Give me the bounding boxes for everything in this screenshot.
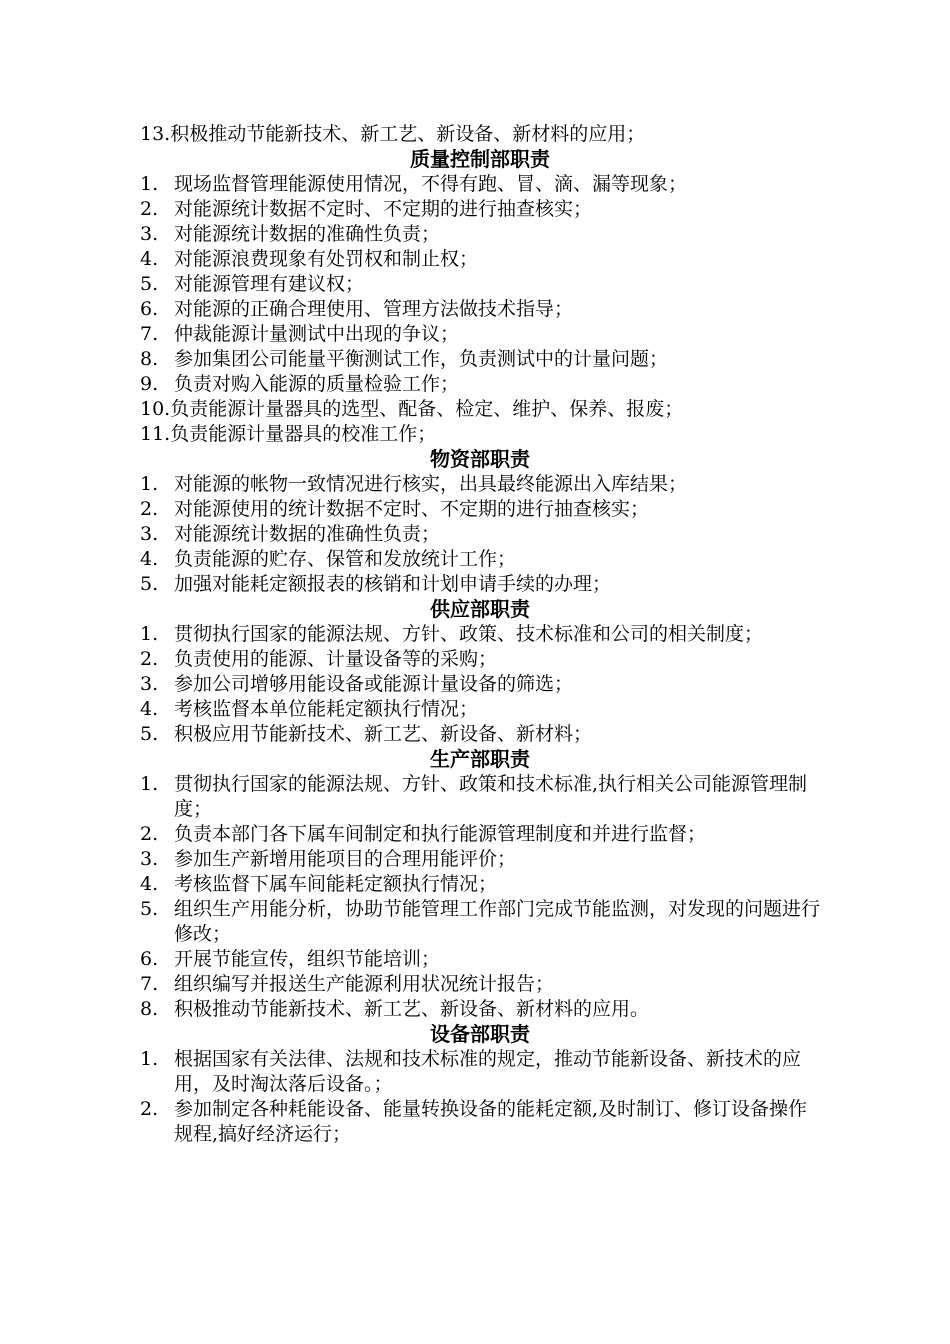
item-text: 贯彻执行国家的能源法规、方针、政策和技术标准,执行相关公司能源管理制度； xyxy=(174,773,808,820)
item-number: 3. xyxy=(140,673,159,695)
list-item xyxy=(140,872,820,897)
item-number: 4. xyxy=(140,548,159,570)
list-item xyxy=(140,372,820,397)
item-text: 对能源浪费现象有处罚权和制止权； xyxy=(174,248,479,270)
item-number: 5. xyxy=(140,898,159,920)
item-text: 对能源的正确合理使用、管理方法做技术指导； xyxy=(174,298,574,320)
item-number: 1. xyxy=(140,473,159,495)
item-number: 1. xyxy=(140,1048,159,1070)
item-text: 加强对能耗定额报表的核销和计划申请手续的办理； xyxy=(174,573,612,595)
item-number: 2. xyxy=(140,1098,159,1120)
list-item xyxy=(140,697,820,722)
list-item xyxy=(140,297,820,322)
item-text: 参加生产新增用能项目的合理用能评价； xyxy=(174,848,517,870)
list-item xyxy=(140,322,820,347)
item-text: 组织生产用能分析，协助节能管理工作部门完成节能监测，对发现的问题进行修改； xyxy=(174,898,821,945)
item-text: 积极应用节能新技术、新工艺、新设备、新材料； xyxy=(174,723,593,745)
item-number: 6. xyxy=(140,298,159,320)
list-item xyxy=(140,222,820,247)
item-text: 参加集团公司能量平衡测试工作，负责测试中的计量问题； xyxy=(174,348,669,370)
item-text: 开展节能宣传，组织节能培训； xyxy=(174,948,441,970)
item-number: 1. xyxy=(140,173,159,195)
list-item xyxy=(140,522,820,547)
list-item xyxy=(140,997,820,1022)
item-text: 贯彻执行国家的能源法规、方针、政策、技术标准和公司的相关制度； xyxy=(174,623,764,645)
item-text: 对能源的帐物一致情况进行核实，出具最终能源出入库结果； xyxy=(174,473,688,495)
item-number: 3. xyxy=(140,523,159,545)
list-item xyxy=(140,497,820,522)
item-text: 根据国家有关法律、法规和技术标准的规定，推动节能新设备、新技术的应用，及时淘汰落后设备。； xyxy=(174,1048,802,1095)
item-number: 4. xyxy=(140,698,159,720)
list-item xyxy=(140,247,820,272)
item-number: 4. xyxy=(140,248,159,270)
list-item xyxy=(140,622,820,647)
document-body xyxy=(140,122,820,1147)
item-number: 11. xyxy=(140,423,171,445)
list-item xyxy=(140,772,820,822)
list-item xyxy=(140,822,820,847)
top-list-item xyxy=(140,122,820,147)
item-number: 2. xyxy=(140,648,159,670)
list-item xyxy=(140,847,820,872)
item-text: 负责能源计量器具的校准工作； xyxy=(170,423,437,445)
item-number: 7. xyxy=(140,323,159,345)
item-number: 3. xyxy=(140,848,159,870)
item-number: 6. xyxy=(140,948,159,970)
section-title-production: 生产部职责 xyxy=(430,747,530,771)
list-item xyxy=(140,1097,820,1147)
list-item xyxy=(140,547,820,572)
item-text: 考核监督本单位能耗定额执行情况； xyxy=(174,698,479,720)
item-text: 负责使用的能源、计量设备等的采购； xyxy=(174,648,498,670)
list-item xyxy=(140,1047,820,1097)
section-title-materials: 物资部职责 xyxy=(430,447,530,471)
list-item xyxy=(140,422,820,447)
item-text: 参加公司增够用能设备或能源计量设备的筛选； xyxy=(174,673,574,695)
item-number: 4. xyxy=(140,873,159,895)
item-text: 负责能源计量器具的选型、配备、检定、维护、保养、报废； xyxy=(170,398,684,420)
item-number: 5. xyxy=(140,573,159,595)
item-number: 10. xyxy=(140,398,171,420)
list-item xyxy=(140,672,820,697)
list-item xyxy=(140,172,820,197)
item-number: 5. xyxy=(140,723,159,745)
item-number: 9. xyxy=(140,373,159,395)
item-text: 负责本部门各下属车间制定和执行能源管理制度和并进行监督； xyxy=(174,823,707,845)
item-number: 7. xyxy=(140,973,159,995)
section-title-quality-control: 质量控制部职责 xyxy=(410,147,550,171)
list-item xyxy=(140,722,820,747)
list-item xyxy=(140,472,820,497)
item-number: 2. xyxy=(140,823,159,845)
item-text: 现场监督管理能源使用情况，不得有跑、冒、滴、漏等现象； xyxy=(174,173,688,195)
item-number: 5. xyxy=(140,273,159,295)
list-item xyxy=(140,947,820,972)
item-number: 13. xyxy=(140,123,171,145)
list-item xyxy=(140,347,820,372)
item-text: 参加制定各种耗能设备、能量转换设备的能耗定额,及时制订、修订设备操作规程,搞好经济运行； xyxy=(174,1098,808,1145)
item-text: 对能源使用的统计数据不定时、不定期的进行抽查核实； xyxy=(174,498,650,520)
list-item xyxy=(140,972,820,997)
item-text: 考核监督下属车间能耗定额执行情况； xyxy=(174,873,498,895)
list-item xyxy=(140,197,820,222)
item-text: 积极推动节能新技术、新工艺、新设备、新材料的应用。 xyxy=(174,998,650,1020)
list-item xyxy=(140,272,820,297)
item-text: 积极推动节能新技术、新工艺、新设备、新材料的应用； xyxy=(170,123,646,145)
item-text: 对能源统计数据的准确性负责； xyxy=(174,223,441,245)
section-title-supply: 供应部职责 xyxy=(430,597,530,621)
item-text: 对能源统计数据的准确性负责； xyxy=(174,523,441,545)
item-text: 对能源管理有建议权； xyxy=(174,273,365,295)
item-number: 1. xyxy=(140,773,159,795)
list-item xyxy=(140,572,820,597)
item-text: 对能源统计数据不定时、不定期的进行抽查核实； xyxy=(174,198,593,220)
item-number: 8. xyxy=(140,998,159,1020)
list-item xyxy=(140,647,820,672)
item-text: 负责对购入能源的质量检验工作； xyxy=(174,373,460,395)
item-text: 组织编写并报送生产能源利用状况统计报告； xyxy=(174,973,555,995)
item-number: 1. xyxy=(140,623,159,645)
list-item xyxy=(140,397,820,422)
item-text: 仲裁能源计量测试中出现的争议； xyxy=(174,323,460,345)
section-title-equipment: 设备部职责 xyxy=(430,1022,530,1046)
item-number: 2. xyxy=(140,498,159,520)
item-text: 负责能源的贮存、保管和发放统计工作； xyxy=(174,548,517,570)
item-number: 3. xyxy=(140,223,159,245)
item-number: 2. xyxy=(140,198,159,220)
list-item xyxy=(140,897,820,947)
item-number: 8. xyxy=(140,348,159,370)
